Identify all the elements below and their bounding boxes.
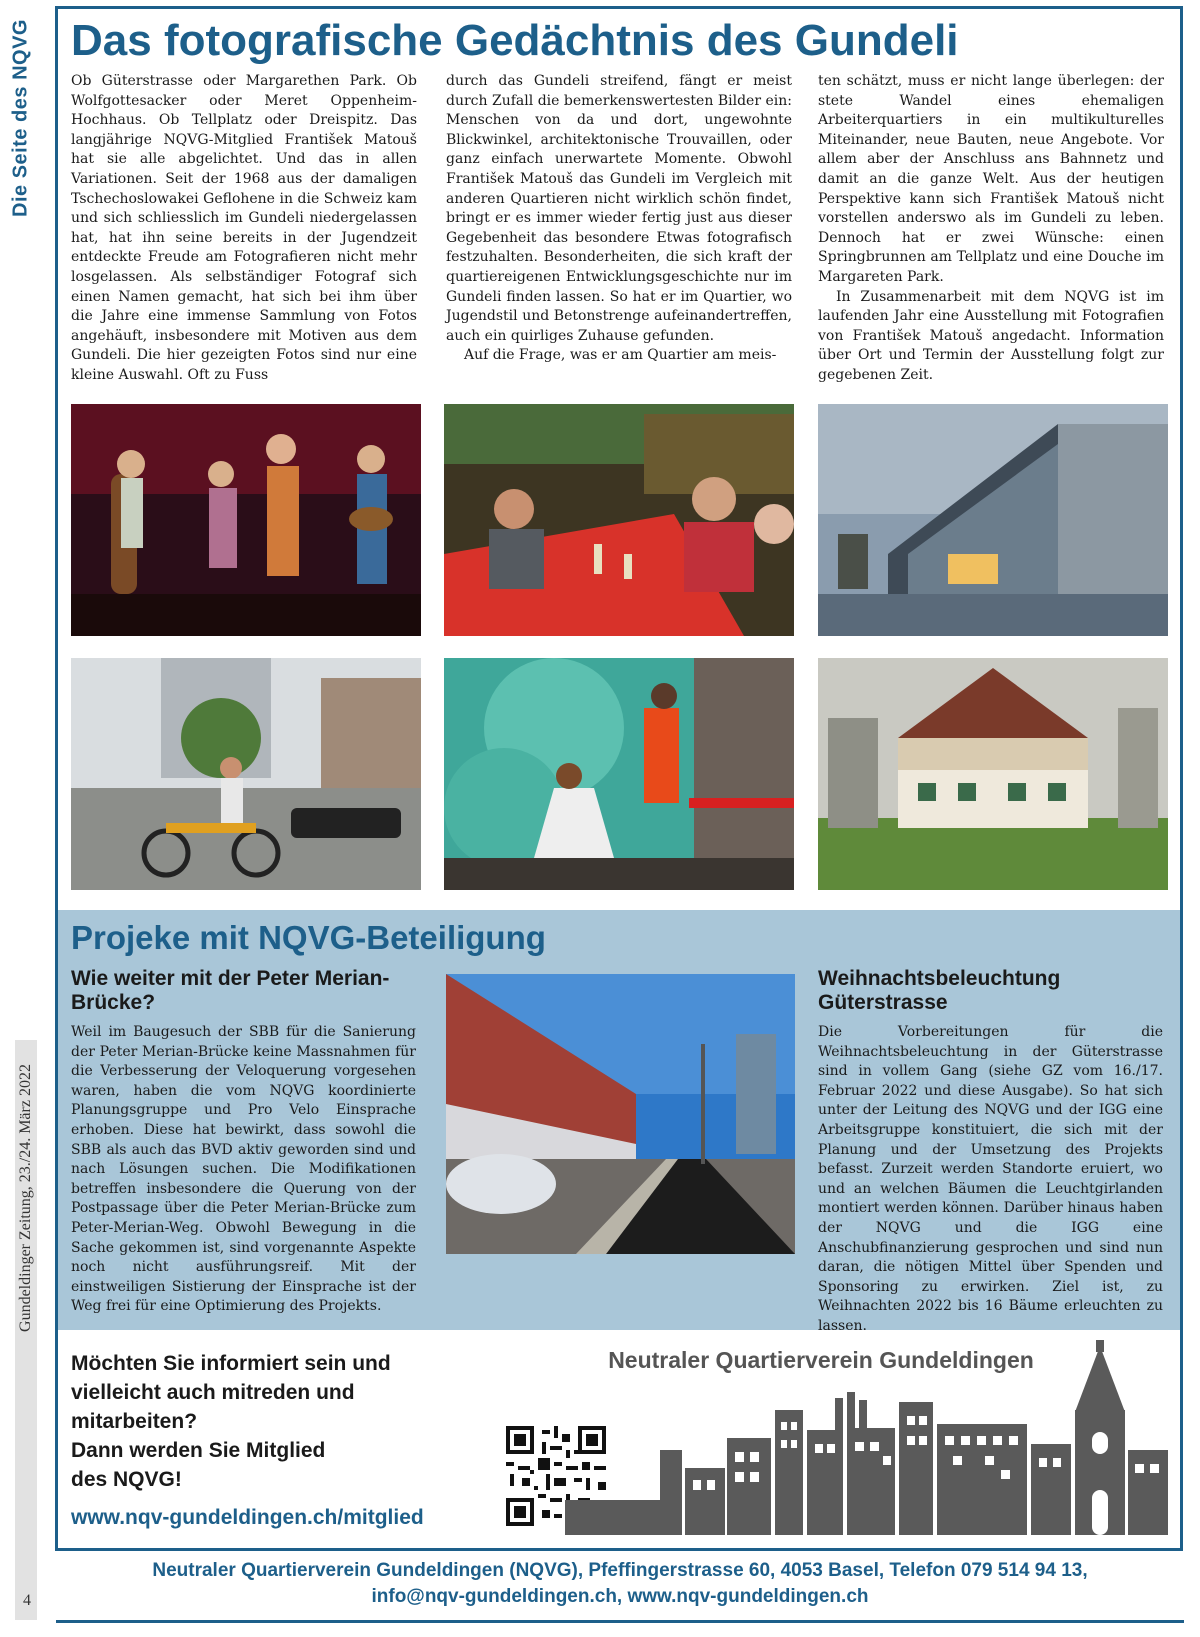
article-title: Das fotografische Gedächtnis des Gundeli [71, 16, 959, 65]
footer-contact [56, 1558, 1184, 1610]
christmas-text: Die Vorbereitungen für die Weihnachtsbeleuchtung in der Güterstrasse sind in vollem Gang (siehe GZ vom 16./17. Februar 2022 und diese Ausgabe). So hat sich unter der Leitung des NQVG und der IGG eine Arbeitsgruppe konstituiert, die sich mit der Planung und der Umsetzung des Projekts befasst. Zurzeit werden Standorte eruiert, wo und an welchen Bäumen die Leuchtgirlanden montiert werden können. Darüber hinaus haben der NQVG und die IGG eine Anschubfinanzierung gesprochen und sind nun daran, die nötigen Mittel über Spenden und Sponsoring zu erwirken. Ziel ist, zu Weihnachten 2022 bis 16 Bäume erleuchten zu lassen. [818, 1024, 1163, 1334]
article-paragraph: In Zusammenarbeit mit dem NQVG ist im laufenden Jahr eine Ausstellung mit Fotografien von František Matouš angedacht. Information über Ort und Termin der Ausstellung folgt zur gegebenen Zeit. [818, 288, 1164, 383]
page-number: 4 [23, 1592, 31, 1609]
membership-link[interactable]: www.nqv-gundeldingen.ch/mitglied [71, 1506, 424, 1529]
side-tag-text: Die Seite des NQVG [9, 19, 32, 217]
bridge-heading: Wie weiter mit der Peter Merian-Brücke? [71, 967, 390, 1014]
membership-call-to-action [71, 1349, 461, 1494]
photo-band-concert [71, 404, 421, 636]
footer-rule [56, 1620, 1184, 1623]
bridge-text: Weil im Baugesuch der SBB für die Sanierung der Peter Merian-Brücke keine Massnahmen für die Verbesserung der Veloquerung vorgesehen waren, haben die vom NQVG koordinierte Planungsgruppe und Pro Velo Einsprache erhoben. Diese hat bewirkt, dass sowohl die SBB als auch das BVD aktiv geworden sind und nach Lösungen suchen. Die Modifikationen betreffen insbesondere die Querung von der Postpassage über die Peter Merian-Brücke zum Peter-Merian-Weg. Obwohl Bewegung in die Sache gekommen ist, sind vorgenannte Aspekte noch nicht ausführungsreif. Mit der einstweiligen Sistierung der Einsprache ist der Weg frei für eine Optimierung des Projekts. [71, 1024, 416, 1315]
photo-bridge [446, 974, 795, 1254]
article-paragraph: ten schätzt, muss er nicht lange überlegen: der stete Wandel eines ehemaligen Arbeiterquartiers in ein multikulturelles Miteinander, neue Bauten, neue Angebote. Vor allem aber der Anschluss ans Bahnnetz und damit an die ganze Welt. Aus der heutigen Perspektive kann sich František Matouš nicht vorstellen anderswo als im Gundeli zu leben. Dennoch hat er zwei Wünsche: einen Springbrunnen am Tellplatz und eine Douche im Margareten Park. [818, 73, 1164, 285]
cta-line: Möchten Sie informiert sein und [71, 1352, 391, 1375]
photo-timbered-house [818, 658, 1168, 890]
cta-line: vielleicht auch mitreden und [71, 1381, 355, 1404]
article-paragraph: Ob Güterstrasse oder Margarethen Park. Ob Wolfgottesacker oder Meret Oppenheim-Hochhaus. Ob Tellplatz oder Dreispitz. Das langjährige NQVG-Mitglied František Matouš hat sie alle abgelichtet. Und das in allen Variationen. Seit der 1968 aus der damaligen Tschechoslowakei Geflohene in die Schweiz kam und sich schliesslich im Gundeli niedergelassen hat, hat ihn seine bereits in der Jugendzeit entdeckte Freude am Fotografieren nicht mehr losgelassen. Als selbständiger Fotograf sich einen Namen gemacht, hat sich bei ihm über die Jahre eine immense Sammlung von Fotos angehäuft, insbesondere mit Motiven aus dem Gundeli. Die hier gezeigten Fotos sind nur eine kleine Auswahl. Oft zu Fuss [71, 73, 417, 383]
article-column-2 [446, 72, 792, 366]
photo-cargo-bike [71, 658, 421, 890]
christmas-heading: Weihnachtsbeleuchtung Güterstrasse [818, 967, 1061, 1014]
side-tag [0, 0, 42, 240]
cta-line: des NQVG! [71, 1468, 182, 1491]
article-column-1 [71, 72, 417, 386]
projects-title: Projeke mit NQVG-Beteiligung [71, 919, 546, 956]
footer-address: Neutraler Quartierverein Gundeldingen (NQVG), Pfeffingerstrasse 60, 4053 Basel, Telefon 079 514 94 13, [152, 1560, 1088, 1581]
article-paragraph: Auf die Frage, was er am Quartier am meis- [464, 347, 777, 364]
cta-line: mitarbeiten? [71, 1410, 198, 1433]
footer-links[interactable]: info@nqv-gundeldingen.ch, www.nqv-gundeldingen.ch [371, 1586, 869, 1607]
photo-green-smoke-performance [444, 658, 794, 890]
photo-street-cafe [444, 404, 794, 636]
publication-date: Gundeldinger Zeitung, 23./24. März 2022 [17, 1064, 34, 1332]
logo-name: Neutraler Quartierverein Gundeldingen [608, 1347, 1034, 1373]
cta-line: Dann werden Sie Mitglied [71, 1439, 326, 1462]
article-paragraph: durch das Gundeli streifend, fängt er meist durch Zufall die bemerkenswertesten Bilder ein: Menschen von da und dort, ungewohnte Blickwinkel, architektonische Trouvaillen, oder ganz einfach unerwartete Momente. Obwohl František Matouš das Gundeli im Vergleich mit anderen Quartieren nicht wirklich schön findet, bringt er es immer wieder fertig just aus dieser Gegebenheit das besondere Etwas fotografisch festzuhalten. Besonderheiten, die sich kraft der quartiereigenen Entwicklungsgeschichte nur im Gundeli finden lassen. So hat er im Quartier, wo Jugendstil und Betonstrenge aufeinandertreffen, auch ein quirliges Zuhause gefunden. [446, 73, 792, 344]
article-column-3 [818, 72, 1164, 386]
photo-station-building [818, 404, 1168, 636]
